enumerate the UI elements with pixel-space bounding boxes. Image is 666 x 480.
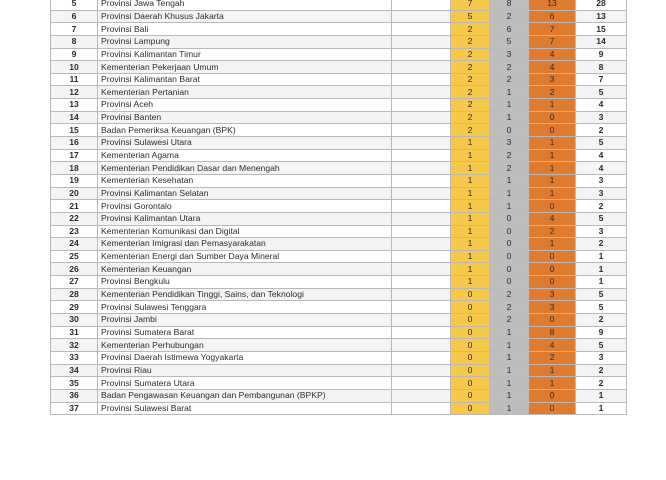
orange-count: 4 <box>529 61 576 74</box>
gray-count: 1 <box>490 111 529 124</box>
orange-count: 2 <box>529 86 576 99</box>
total-count: 3 <box>576 187 627 200</box>
empty-cell <box>392 137 451 150</box>
empty-cell <box>392 48 451 61</box>
empty-cell <box>392 111 451 124</box>
row-number: 27 <box>51 276 98 289</box>
row-number: 18 <box>51 162 98 175</box>
orange-count: 3 <box>529 73 576 86</box>
yellow-count: 0 <box>451 288 490 301</box>
agency-name: Kementerian Imigrasi dan Pemasyarakatan <box>98 238 392 251</box>
total-count: 7 <box>576 73 627 86</box>
total-count: 4 <box>576 99 627 112</box>
agency-name: Kementerian Keuangan <box>98 263 392 276</box>
row-number: 26 <box>51 263 98 276</box>
row-number: 5 <box>51 0 98 10</box>
agency-name: Provinsi Kalimantan Selatan <box>98 187 392 200</box>
table-row <box>51 276 627 289</box>
yellow-count: 0 <box>451 314 490 327</box>
empty-cell <box>392 276 451 289</box>
gray-count: 0 <box>490 250 529 263</box>
table-row <box>51 200 627 213</box>
total-count: 4 <box>576 149 627 162</box>
yellow-count: 2 <box>451 99 490 112</box>
agency-name: Provinsi Sumatera Utara <box>98 377 392 390</box>
row-number: 9 <box>51 48 98 61</box>
orange-count: 1 <box>529 364 576 377</box>
table-row <box>51 124 627 137</box>
empty-cell <box>392 225 451 238</box>
agency-name: Provinsi Jambi <box>98 314 392 327</box>
total-count: 4 <box>576 162 627 175</box>
gray-count: 1 <box>490 364 529 377</box>
orange-count: 1 <box>529 137 576 150</box>
ranking-table <box>50 0 627 415</box>
agency-name: Badan Pengawasan Keuangan dan Pembangunan (BPKP) <box>98 389 392 402</box>
agency-name: Kementerian Pertanian <box>98 86 392 99</box>
table-row <box>51 174 627 187</box>
empty-cell <box>392 339 451 352</box>
orange-count: 0 <box>529 200 576 213</box>
table-row <box>51 250 627 263</box>
table-row <box>51 73 627 86</box>
agency-name: Kementerian Energi dan Sumber Daya Mineral <box>98 250 392 263</box>
table-row <box>51 288 627 301</box>
empty-cell <box>392 61 451 74</box>
agency-name: Provinsi Lampung <box>98 35 392 48</box>
table-row <box>51 263 627 276</box>
gray-count: 3 <box>490 48 529 61</box>
orange-count: 0 <box>529 402 576 415</box>
gray-count: 2 <box>490 162 529 175</box>
yellow-count: 0 <box>451 377 490 390</box>
orange-count: 1 <box>529 174 576 187</box>
gray-count: 0 <box>490 276 529 289</box>
gray-count: 2 <box>490 149 529 162</box>
yellow-count: 2 <box>451 23 490 36</box>
yellow-count: 2 <box>451 61 490 74</box>
agency-name: Kementerian Perhubungan <box>98 339 392 352</box>
orange-count: 0 <box>529 124 576 137</box>
row-number: 7 <box>51 23 98 36</box>
row-number: 23 <box>51 225 98 238</box>
gray-count: 0 <box>490 212 529 225</box>
gray-count: 1 <box>490 351 529 364</box>
total-count: 9 <box>576 48 627 61</box>
empty-cell <box>392 73 451 86</box>
gray-count: 3 <box>490 137 529 150</box>
agency-name: Provinsi Bali <box>98 23 392 36</box>
orange-count: 13 <box>529 0 576 10</box>
empty-cell <box>392 187 451 200</box>
gray-count: 2 <box>490 61 529 74</box>
row-number: 22 <box>51 212 98 225</box>
gray-count: 2 <box>490 288 529 301</box>
gray-count: 5 <box>490 35 529 48</box>
orange-count: 8 <box>529 326 576 339</box>
total-count: 5 <box>576 339 627 352</box>
table-row <box>51 99 627 112</box>
total-count: 2 <box>576 124 627 137</box>
total-count: 2 <box>576 364 627 377</box>
row-number: 6 <box>51 10 98 23</box>
agency-name: Provinsi Riau <box>98 364 392 377</box>
orange-count: 0 <box>529 263 576 276</box>
total-count: 3 <box>576 174 627 187</box>
agency-name: Provinsi Bengkulu <box>98 276 392 289</box>
agency-name: Kementerian Pendidikan Dasar dan Menengah <box>98 162 392 175</box>
agency-name: Provinsi Daerah Khusus Jakarta <box>98 10 392 23</box>
empty-cell <box>392 174 451 187</box>
agency-name: Provinsi Aceh <box>98 99 392 112</box>
empty-cell <box>392 238 451 251</box>
orange-count: 2 <box>529 225 576 238</box>
gray-count: 1 <box>490 402 529 415</box>
table-row <box>51 61 627 74</box>
total-count: 5 <box>576 86 627 99</box>
row-number: 35 <box>51 377 98 390</box>
yellow-count: 0 <box>451 301 490 314</box>
orange-count: 0 <box>529 314 576 327</box>
yellow-count: 1 <box>451 276 490 289</box>
agency-name: Provinsi Gorontalo <box>98 200 392 213</box>
row-number: 25 <box>51 250 98 263</box>
gray-count: 2 <box>490 301 529 314</box>
row-number: 14 <box>51 111 98 124</box>
agency-name: Badan Pemeriksa Keuangan (BPK) <box>98 124 392 137</box>
empty-cell <box>392 288 451 301</box>
row-number: 16 <box>51 137 98 150</box>
yellow-count: 2 <box>451 86 490 99</box>
orange-count: 6 <box>529 10 576 23</box>
empty-cell <box>392 301 451 314</box>
yellow-count: 1 <box>451 250 490 263</box>
gray-count: 1 <box>490 389 529 402</box>
gray-count: 1 <box>490 339 529 352</box>
table-row <box>51 86 627 99</box>
table-row <box>51 314 627 327</box>
agency-name: Kementerian Komunikasi dan Digital <box>98 225 392 238</box>
total-count: 3 <box>576 351 627 364</box>
total-count: 28 <box>576 0 627 10</box>
table-row <box>51 48 627 61</box>
gray-count: 0 <box>490 238 529 251</box>
yellow-count: 0 <box>451 339 490 352</box>
row-number: 36 <box>51 389 98 402</box>
orange-count: 4 <box>529 212 576 225</box>
agency-name: Provinsi Kalimantan Timur <box>98 48 392 61</box>
table-row <box>51 35 627 48</box>
gray-count: 0 <box>490 263 529 276</box>
agency-name: Provinsi Daerah Istimewa Yogyakarta <box>98 351 392 364</box>
total-count: 2 <box>576 314 627 327</box>
total-count: 3 <box>576 225 627 238</box>
total-count: 5 <box>576 288 627 301</box>
agency-name: Kementerian Agama <box>98 149 392 162</box>
orange-count: 1 <box>529 238 576 251</box>
total-count: 2 <box>576 238 627 251</box>
total-count: 14 <box>576 35 627 48</box>
yellow-count: 7 <box>451 0 490 10</box>
yellow-count: 2 <box>451 35 490 48</box>
agency-name: Provinsi Banten <box>98 111 392 124</box>
total-count: 1 <box>576 263 627 276</box>
empty-cell <box>392 389 451 402</box>
yellow-count: 1 <box>451 162 490 175</box>
orange-count: 1 <box>529 187 576 200</box>
table-row <box>51 187 627 200</box>
table-row <box>51 238 627 251</box>
total-count: 5 <box>576 301 627 314</box>
total-count: 5 <box>576 137 627 150</box>
empty-cell <box>392 402 451 415</box>
empty-cell <box>392 162 451 175</box>
table-row <box>51 149 627 162</box>
yellow-count: 1 <box>451 238 490 251</box>
empty-cell <box>392 377 451 390</box>
row-number: 17 <box>51 149 98 162</box>
yellow-count: 0 <box>451 402 490 415</box>
empty-cell <box>392 23 451 36</box>
agency-name: Kementerian Pekerjaan Umum <box>98 61 392 74</box>
orange-count: 1 <box>529 162 576 175</box>
total-count: 1 <box>576 276 627 289</box>
empty-cell <box>392 99 451 112</box>
agency-name: Kementerian Pendidikan Tinggi, Sains, dan Teknologi <box>98 288 392 301</box>
table-row <box>51 326 627 339</box>
empty-cell <box>392 35 451 48</box>
gray-count: 6 <box>490 23 529 36</box>
row-number: 33 <box>51 351 98 364</box>
yellow-count: 1 <box>451 212 490 225</box>
empty-cell <box>392 212 451 225</box>
table-row <box>51 10 627 23</box>
table-row <box>51 162 627 175</box>
yellow-count: 1 <box>451 200 490 213</box>
table-row <box>51 212 627 225</box>
row-number: 30 <box>51 314 98 327</box>
yellow-count: 0 <box>451 389 490 402</box>
agency-name: Kementerian Kesehatan <box>98 174 392 187</box>
yellow-count: 1 <box>451 187 490 200</box>
agency-name: Provinsi Jawa Tengah <box>98 0 392 10</box>
table-row <box>51 364 627 377</box>
agency-name: Provinsi Sulawesi Utara <box>98 137 392 150</box>
total-count: 1 <box>576 389 627 402</box>
ranking-table-body <box>51 0 627 415</box>
total-count: 2 <box>576 200 627 213</box>
row-number: 37 <box>51 402 98 415</box>
orange-count: 1 <box>529 149 576 162</box>
orange-count: 3 <box>529 301 576 314</box>
yellow-count: 1 <box>451 137 490 150</box>
orange-count: 0 <box>529 389 576 402</box>
row-number: 28 <box>51 288 98 301</box>
row-number: 13 <box>51 99 98 112</box>
orange-count: 0 <box>529 276 576 289</box>
gray-count: 1 <box>490 86 529 99</box>
total-count: 9 <box>576 326 627 339</box>
gray-count: 1 <box>490 174 529 187</box>
total-count: 8 <box>576 61 627 74</box>
agency-name: Provinsi Kalimantan Utara <box>98 212 392 225</box>
total-count: 3 <box>576 111 627 124</box>
gray-count: 8 <box>490 0 529 10</box>
yellow-count: 1 <box>451 225 490 238</box>
table-row <box>51 389 627 402</box>
empty-cell <box>392 364 451 377</box>
row-number: 32 <box>51 339 98 352</box>
yellow-count: 5 <box>451 10 490 23</box>
row-number: 24 <box>51 238 98 251</box>
yellow-count: 0 <box>451 326 490 339</box>
orange-count: 2 <box>529 351 576 364</box>
gray-count: 0 <box>490 124 529 137</box>
table-row <box>51 0 627 10</box>
total-count: 15 <box>576 23 627 36</box>
empty-cell <box>392 149 451 162</box>
row-number: 20 <box>51 187 98 200</box>
empty-cell <box>392 314 451 327</box>
table-row <box>51 339 627 352</box>
table-row <box>51 402 627 415</box>
total-count: 13 <box>576 10 627 23</box>
row-number: 15 <box>51 124 98 137</box>
row-number: 31 <box>51 326 98 339</box>
gray-count: 1 <box>490 200 529 213</box>
gray-count: 1 <box>490 326 529 339</box>
table-row <box>51 111 627 124</box>
orange-count: 4 <box>529 48 576 61</box>
empty-cell <box>392 326 451 339</box>
agency-name: Provinsi Sumatera Barat <box>98 326 392 339</box>
orange-count: 1 <box>529 99 576 112</box>
yellow-count: 1 <box>451 263 490 276</box>
yellow-count: 2 <box>451 124 490 137</box>
gray-count: 1 <box>490 377 529 390</box>
agency-name: Provinsi Kalimantan Barat <box>98 73 392 86</box>
yellow-count: 2 <box>451 111 490 124</box>
empty-cell <box>392 10 451 23</box>
empty-cell <box>392 0 451 10</box>
yellow-count: 2 <box>451 73 490 86</box>
empty-cell <box>392 351 451 364</box>
gray-count: 1 <box>490 187 529 200</box>
row-number: 29 <box>51 301 98 314</box>
orange-count: 4 <box>529 339 576 352</box>
total-count: 2 <box>576 377 627 390</box>
orange-count: 7 <box>529 35 576 48</box>
row-number: 12 <box>51 86 98 99</box>
table-row <box>51 225 627 238</box>
table-row <box>51 137 627 150</box>
agency-name: Provinsi Sulawesi Tenggara <box>98 301 392 314</box>
row-number: 10 <box>51 61 98 74</box>
yellow-count: 0 <box>451 351 490 364</box>
empty-cell <box>392 250 451 263</box>
total-count: 5 <box>576 212 627 225</box>
empty-cell <box>392 200 451 213</box>
yellow-count: 0 <box>451 364 490 377</box>
orange-count: 0 <box>529 250 576 263</box>
row-number: 8 <box>51 35 98 48</box>
orange-count: 1 <box>529 377 576 390</box>
row-number: 34 <box>51 364 98 377</box>
table-row <box>51 351 627 364</box>
gray-count: 0 <box>490 225 529 238</box>
orange-count: 3 <box>529 288 576 301</box>
row-number: 11 <box>51 73 98 86</box>
row-number: 21 <box>51 200 98 213</box>
agency-name: Provinsi Sulawesi Barat <box>98 402 392 415</box>
empty-cell <box>392 86 451 99</box>
empty-cell <box>392 124 451 137</box>
table-row <box>51 301 627 314</box>
gray-count: 2 <box>490 314 529 327</box>
gray-count: 2 <box>490 73 529 86</box>
orange-count: 0 <box>529 111 576 124</box>
orange-count: 7 <box>529 23 576 36</box>
table-row <box>51 377 627 390</box>
table-row <box>51 23 627 36</box>
yellow-count: 2 <box>451 48 490 61</box>
total-count: 1 <box>576 250 627 263</box>
row-number: 19 <box>51 174 98 187</box>
gray-count: 1 <box>490 99 529 112</box>
gray-count: 2 <box>490 10 529 23</box>
yellow-count: 1 <box>451 174 490 187</box>
yellow-count: 1 <box>451 149 490 162</box>
empty-cell <box>392 263 451 276</box>
total-count: 1 <box>576 402 627 415</box>
